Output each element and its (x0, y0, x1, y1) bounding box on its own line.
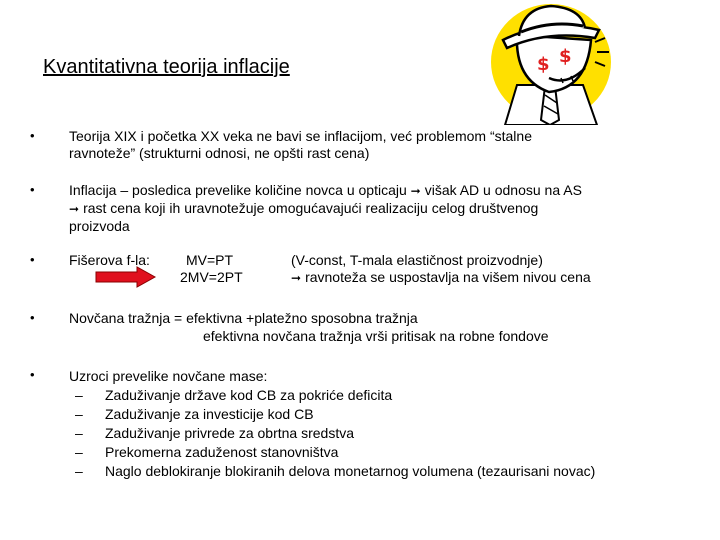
bullet-1-line-2: ravnoteže” (strukturni odnosi, ne opšti rast cena) (69, 145, 370, 161)
dash: – (75, 463, 83, 479)
fisher-note: (V-const, T-mala elastičnost proizvodnje) (291, 252, 543, 268)
bullet-marker: • (30, 310, 35, 325)
bullet-marker: • (30, 182, 35, 197)
bullet-5 (69, 367, 595, 481)
causes-heading: Uzroci prevelike novčane mase: (69, 368, 268, 384)
red-arrow-icon (95, 266, 157, 288)
bullet-1-line-1: Teorija XIX i početka XX veka ne bavi se inflacijom, već problemom “stalne (69, 128, 532, 144)
cause-item (75, 386, 595, 405)
bullet-marker: • (30, 367, 35, 382)
cause-item (75, 443, 595, 462)
bullet-2-line-3: proizvoda (69, 218, 130, 234)
bullet-marker: • (30, 128, 35, 143)
fisher-conclusion-text: ravnoteža se uspostavlja na višem nivou cena (305, 269, 591, 285)
dash: – (75, 387, 83, 403)
cause-item (75, 462, 595, 481)
dollar-eye-left: $ (537, 54, 550, 75)
bullet-marker: • (30, 252, 35, 267)
bullet-2-line-1 (69, 182, 582, 200)
dash: – (75, 444, 83, 460)
fisher-equation-doubled: 2MV=2PT (180, 269, 243, 285)
fisher-label: Fišerova f-la: (69, 252, 150, 268)
slide-title: Kvantitativna teorija inflacije (43, 56, 290, 78)
bullet-1 (69, 128, 532, 162)
money-man-clipart (487, 0, 627, 125)
cause-text: Zaduživanje za investicije kod CB (105, 406, 314, 422)
bullet-4-line-2: efektivna novčana tražnja vrši pritisak na robne fondove (203, 328, 549, 344)
cause-text: Zaduživanje privrede za obrtna sredstva (105, 425, 355, 441)
cause-text: Prekomerna zaduženost stanovništva (105, 444, 339, 460)
dash: – (75, 425, 83, 441)
arrow-icon: ➞ (69, 202, 80, 216)
bullet-2-line-2 (69, 200, 582, 218)
arrow-icon: ➞ (291, 271, 302, 285)
bullet-2-text-c: rast cena koji ih uravnotežuje omogućavajući realizaciju celog društvenog (83, 200, 539, 216)
bullet-2-text-b: višak AD u odnosu na AS (424, 182, 582, 198)
cause-item (75, 424, 595, 443)
bullet-2 (69, 182, 582, 235)
fisher-conclusion (291, 269, 591, 287)
cause-item (75, 405, 595, 424)
cause-text: Zaduživanje države kod CB za pokriće deficita (105, 387, 393, 403)
bullet-2-text-a: Inflacija – posledica prevelike količine novca u opticaju (69, 182, 407, 198)
fisher-equation: MV=PT (186, 252, 234, 268)
bullet-4-line-1: Novčana tražnja = efektivna +platežno sposobna tražnja (69, 310, 418, 326)
cause-text: Naglo deblokiranje blokiranih delova monetarnog volumena (tezaurisani novac) (105, 463, 596, 479)
dollar-eye-right: $ (559, 46, 572, 67)
arrow-icon: ➞ (410, 184, 421, 198)
dash: – (75, 406, 83, 422)
